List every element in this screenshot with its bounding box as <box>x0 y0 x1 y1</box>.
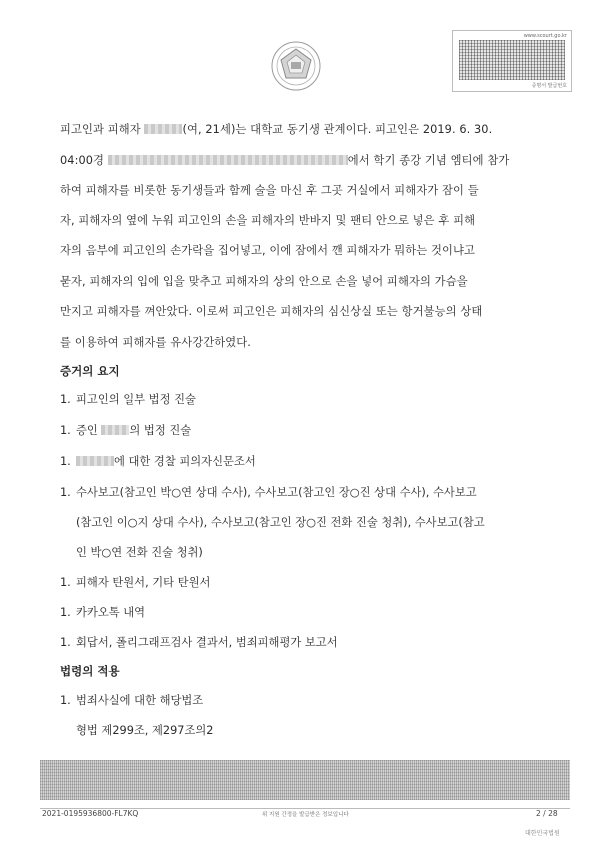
evidence-item <box>60 486 555 500</box>
paragraph-line: 만지고 피해자를 껴안았다. 이로써 피고인은 피해자의 심신상실 또는 항거불능의 상태 <box>60 305 483 318</box>
paragraph-line: 묻자, 피해자의 입에 입을 맞추고 피해자의 상의 안으로 손을 넣어 피해자의 가슴을 <box>60 275 468 288</box>
barcode-pattern <box>459 40 565 80</box>
evidence-item <box>60 393 555 407</box>
item-number: 1. <box>60 576 71 589</box>
redaction-block <box>144 124 182 134</box>
law-heading: 법령의 적용 <box>60 664 120 678</box>
barcode-box <box>452 30 572 92</box>
item-number: 1. <box>60 393 71 406</box>
law-item <box>60 694 555 708</box>
footer-notice: 위 지원 간정을 발급받은 정보입니다 <box>262 812 349 818</box>
barcode-caption: 증명서 발급번호 <box>531 83 567 89</box>
evidence-item <box>60 455 555 469</box>
court-emblem-icon <box>270 40 322 92</box>
item-text: 의 법정 진술 <box>129 424 192 437</box>
evidence-item <box>60 606 555 620</box>
item-number: 1. <box>60 424 71 437</box>
paragraph-line: 를 이용하여 피해자를 유사강간하였다. <box>60 336 251 349</box>
page-number: 2 / 28 <box>536 809 558 818</box>
evidence-item-continued: 인 박○연 전화 진술 청취) <box>76 546 203 559</box>
evidence-item <box>60 636 555 650</box>
paragraph-line <box>60 154 555 168</box>
text-fragment: 피고인과 피해자 <box>60 123 145 136</box>
item-text: 수사보고(참고인 박○연 상대 수사), 수사보고(참고인 장○진 상대 수사), 수사보고 <box>76 486 477 499</box>
item-text: 카카오톡 내역 <box>76 606 146 619</box>
item-text: 증인 <box>76 424 102 437</box>
law-item-sub: 형법 제299조, 제297조의2 <box>76 724 214 737</box>
item-number: 1. <box>60 636 71 649</box>
evidence-heading: 증거의 요지 <box>60 364 120 378</box>
evidence-item <box>60 424 555 438</box>
item-text: 에 대한 경찰 피의자신문조서 <box>114 455 256 468</box>
text-fragment: 에서 학기 종강 기념 엠티에 참가 <box>347 154 510 167</box>
document-id: 2021-0195936800-FL7KQ <box>42 809 139 818</box>
paragraph-line: 자, 피해자의 옆에 누워 피고인의 손을 피해자의 반바지 및 팬티 안으로 넣은 후 피해 <box>60 214 476 227</box>
item-number: 1. <box>60 694 71 707</box>
item-text: 피해자 탄원서, 기타 탄원서 <box>76 576 211 589</box>
item-text: 범죄사실에 대한 해당법조 <box>76 694 204 707</box>
item-number: 1. <box>60 455 71 468</box>
item-number: 1. <box>60 606 71 619</box>
court-name: 대한민국법원 <box>525 830 560 837</box>
text-fragment: 04:00경 <box>60 154 108 167</box>
redaction-block <box>108 155 348 165</box>
text-fragment: (여, 21세)는 대학교 동기생 관계이다. 피고인은 2019. 6. 30. <box>182 123 493 136</box>
evidence-item <box>60 576 555 590</box>
paragraph-line: 하여 피해자를 비롯한 동기생들과 함께 술을 마신 후 그곳 거실에서 피해자가 잠이 들 <box>60 184 479 197</box>
evidence-item-continued: (참고인 이○지 상대 수사), 수사보고(참고인 장○진 전화 진술 청취), 수사보고(참고 <box>76 516 485 529</box>
item-text: 피고인의 일부 법정 진술 <box>76 393 196 406</box>
redaction-block <box>101 425 129 435</box>
item-text: 회답서, 폴리그래프검사 결과서, 범죄피해평가 보고서 <box>76 636 338 649</box>
paragraph-line <box>60 123 555 137</box>
item-number: 1. <box>60 486 71 499</box>
security-pattern-band <box>40 760 570 800</box>
paragraph-line: 자의 음부에 피고인의 손가락을 집어넣고, 이에 잠에서 깬 피해자가 뭐하는 것이냐고 <box>60 244 476 257</box>
barcode-url: www.scourt.go.kr <box>523 33 567 39</box>
redaction-block <box>76 456 114 466</box>
